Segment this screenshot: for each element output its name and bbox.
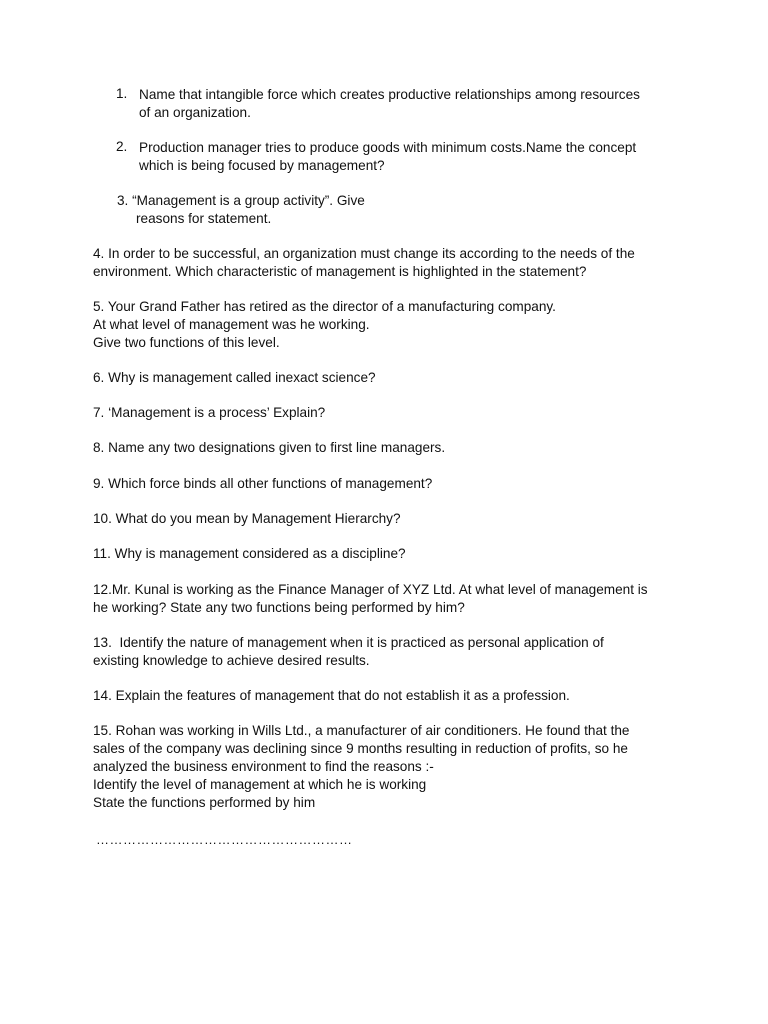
q6-line1: 6. Why is management called inexact science? <box>93 370 376 385</box>
q15-line3: analyzed the business environment to find the reasons :- <box>93 759 434 774</box>
q12-line1: 12.Mr. Kunal is working as the Finance Manager of XYZ Ltd. At what level of management is <box>93 582 648 597</box>
q8-line1: 8. Name any two designations given to first line managers. <box>93 440 446 455</box>
q10-line1: 10. What do you mean by Management Hierarchy? <box>93 511 401 526</box>
q3-line1: 3. “Management is a group activity”. Give <box>117 193 365 208</box>
q15-line2: sales of the company was declining since 9 months resulting in reduction of profits, so he <box>93 741 628 756</box>
q4-line2: environment. Which characteristic of management is highlighted in the statement? <box>93 264 587 279</box>
q4-line1: 4. In order to be successful, an organization must change its according to the needs of the <box>93 246 635 261</box>
q1-line1: Name that intangible force which creates productive relationships among resources <box>139 87 640 102</box>
q1-number: 1. <box>116 86 128 101</box>
q15-line4: Identify the level of management at which he is working <box>93 777 427 792</box>
q15-line1: 15. Rohan was working in Wills Ltd., a manufacturer of air conditioners. He found that the <box>93 723 630 738</box>
q13-line2: existing knowledge to achieve desired results. <box>93 653 370 668</box>
q1-line2: of an organization. <box>139 105 251 120</box>
q2-line2: which is being focused by management? <box>139 158 385 173</box>
q5-line3: Give two functions of this level. <box>93 335 280 350</box>
q12-line2: he working? State any two functions being performed by him? <box>93 600 465 615</box>
q7-line1: 7. ‘Management is a process’ Explain? <box>93 405 326 420</box>
q5-line2: At what level of management was he working. <box>93 317 370 332</box>
q11-line1: 11. Why is management considered as a discipline? <box>93 546 406 561</box>
q3-line2: reasons for statement. <box>136 211 272 226</box>
q5-line1: 5. Your Grand Father has retired as the director of a manufacturing company. <box>93 299 556 314</box>
q2-line1: Production manager tries to produce goods with minimum costs.Name the concept <box>139 140 637 155</box>
q14-line1: 14. Explain the features of management that do not establish it as a profession. <box>93 688 570 703</box>
q13-line1: 13. Identify the nature of management when it is practiced as personal application of <box>93 635 604 650</box>
q2-number: 2. <box>116 139 128 154</box>
q9-line1: 9. Which force binds all other functions of management? <box>93 476 433 491</box>
footer-dotted-line: ………………………………………………… <box>96 832 353 847</box>
q15-line5: State the functions performed by him <box>93 795 316 810</box>
